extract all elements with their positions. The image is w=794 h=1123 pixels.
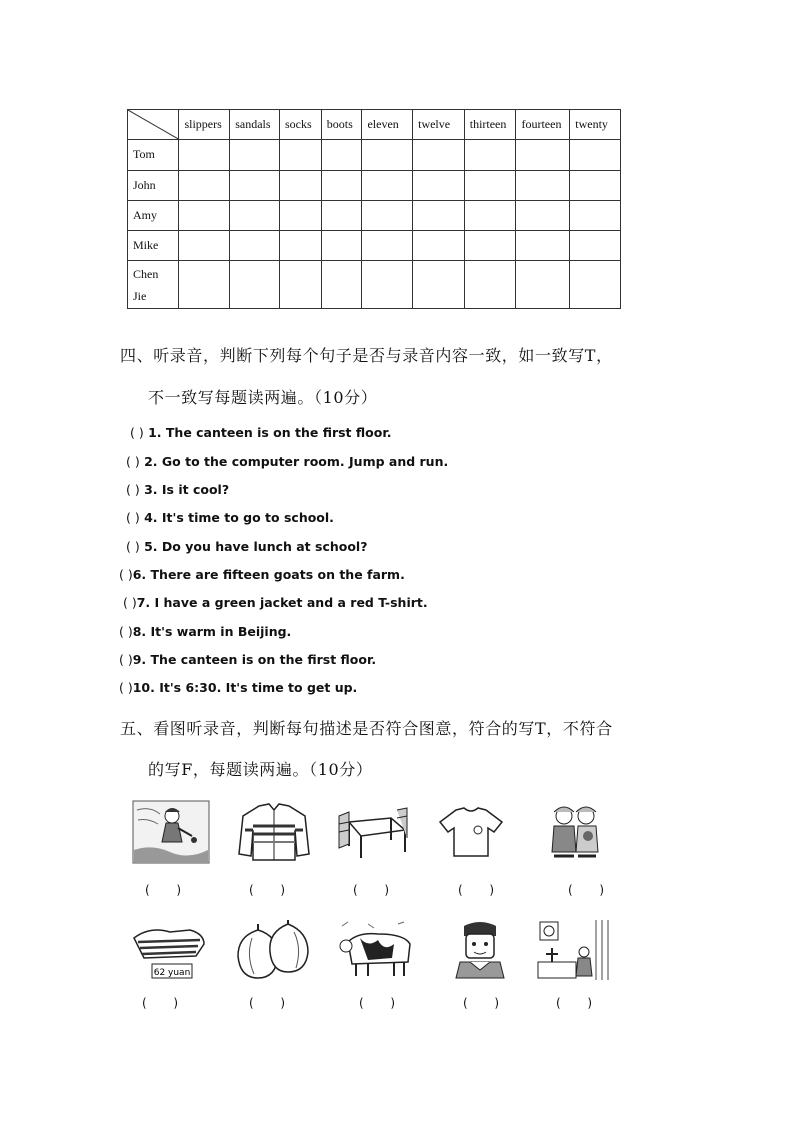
picture-answer-blank[interactable]: ( ): [145, 883, 182, 897]
listening-table: [127, 109, 621, 309]
two-children-picture: [536, 800, 614, 864]
answer-cell[interactable]: [230, 231, 280, 261]
answer-cell[interactable]: [570, 231, 621, 261]
answer-cell[interactable]: [179, 231, 230, 261]
answer-cell[interactable]: [413, 140, 465, 170]
answer-cell[interactable]: [570, 261, 621, 309]
picture-answer-blank[interactable]: ( ): [359, 996, 396, 1010]
column-header: boots: [321, 110, 362, 140]
kitchen-scene-picture: [536, 918, 614, 982]
answer-cell[interactable]: [362, 261, 413, 309]
row-header: Chen Jie: [128, 261, 179, 309]
table-row: [128, 261, 621, 309]
answer-cell[interactable]: [321, 200, 362, 230]
answer-cell[interactable]: [362, 140, 413, 170]
picture-answer-blank[interactable]: ( ): [353, 883, 390, 897]
answer-cell[interactable]: [516, 170, 570, 200]
column-header: twelve: [413, 110, 465, 140]
answer-cell[interactable]: [279, 261, 321, 309]
judgement-item: ( ) 2. Go to the computer room. Jump and run.: [126, 454, 449, 469]
row-header: John: [128, 170, 179, 200]
answer-cell[interactable]: [362, 200, 413, 230]
picture-answer-blank[interactable]: ( ): [556, 996, 593, 1010]
answer-cell[interactable]: [230, 200, 280, 230]
answer-cell[interactable]: [413, 170, 465, 200]
table-row: [128, 170, 621, 200]
answer-cell[interactable]: [413, 231, 465, 261]
answer-cell[interactable]: [464, 231, 516, 261]
diagonal-line: [128, 110, 180, 140]
answer-cell[interactable]: [279, 231, 321, 261]
answer-cell[interactable]: [464, 200, 516, 230]
price-tag: 62 yuan: [153, 968, 191, 978]
section5-heading-line1: 五、看图听录音，判断每句描述是否符合图意，符合的写T，不符合: [120, 719, 613, 738]
table-row: [128, 140, 621, 170]
answer-cell[interactable]: [179, 170, 230, 200]
answer-cell[interactable]: [321, 261, 362, 309]
jacket-picture: [235, 800, 313, 864]
judgement-item: ( )10. It's 6:30. It's time to get up.: [119, 680, 358, 695]
answer-cell[interactable]: [516, 231, 570, 261]
judgement-item: ( ) 4. It's time to go to school.: [126, 510, 334, 525]
answer-cell[interactable]: [516, 200, 570, 230]
answer-cell[interactable]: [230, 170, 280, 200]
answer-cell[interactable]: [362, 231, 413, 261]
column-header: eleven: [362, 110, 413, 140]
row-header: Amy: [128, 200, 179, 230]
answer-cell[interactable]: [516, 140, 570, 170]
judgement-item: ( )6. There are fifteen goats on the farm.: [119, 567, 405, 582]
judgement-item: ( )8. It's warm in Beijing.: [119, 624, 292, 639]
table-row: [128, 200, 621, 230]
column-header: thirteen: [464, 110, 516, 140]
girl-in-wind-picture: [132, 800, 210, 864]
answer-cell[interactable]: [230, 261, 280, 309]
diagonal-corner-cell: [128, 110, 179, 140]
answer-cell[interactable]: [413, 200, 465, 230]
cow-picture: [338, 918, 416, 982]
picture-answer-blank[interactable]: ( ): [249, 883, 286, 897]
answer-cell[interactable]: [570, 140, 621, 170]
row-header: Tom: [128, 140, 179, 170]
picture-answer-blank[interactable]: ( ): [568, 883, 605, 897]
column-header: socks: [279, 110, 321, 140]
answer-cell[interactable]: [321, 140, 362, 170]
section4-heading-line1: 四、听录音，判断下列每个句子是否与录音内容一致，如一致写T，: [120, 346, 613, 365]
sweater-picture: [130, 918, 208, 982]
picture-answer-blank[interactable]: ( ): [249, 996, 286, 1010]
answer-cell[interactable]: [179, 200, 230, 230]
column-header: slippers: [179, 110, 230, 140]
answer-cell[interactable]: [179, 140, 230, 170]
answer-cell[interactable]: [464, 261, 516, 309]
judgement-item: ( ) 1. The canteen is on the first floor.: [130, 425, 392, 440]
table-header-row: [128, 110, 621, 140]
boy-picture: [440, 918, 518, 982]
answer-cell[interactable]: [413, 261, 465, 309]
column-header: twenty: [570, 110, 621, 140]
column-header: sandals: [230, 110, 280, 140]
judgement-item: ( ) 3. Is it cool?: [126, 482, 230, 497]
answer-cell[interactable]: [321, 170, 362, 200]
answer-cell[interactable]: [279, 200, 321, 230]
answer-cell[interactable]: [321, 231, 362, 261]
answer-cell[interactable]: [362, 170, 413, 200]
tshirt-picture: [432, 800, 510, 864]
answer-cell[interactable]: [464, 170, 516, 200]
answer-cell[interactable]: [230, 140, 280, 170]
answer-cell[interactable]: [179, 261, 230, 309]
answer-cell[interactable]: [516, 261, 570, 309]
picture-answer-blank[interactable]: ( ): [142, 996, 179, 1010]
section4-heading-line2: 不一致写每题读两遍。（10分）: [148, 388, 378, 407]
section5-heading-line2: 的写F，每题读两遍。（10分）: [148, 760, 373, 779]
column-header: fourteen: [516, 110, 570, 140]
answer-cell[interactable]: [570, 200, 621, 230]
answer-cell[interactable]: [464, 140, 516, 170]
judgement-item: ( ) 5. Do you have lunch at school?: [126, 539, 368, 554]
table-picture: [335, 800, 413, 864]
two-onions-picture: [232, 918, 310, 982]
answer-cell[interactable]: [279, 170, 321, 200]
judgement-item: ( )9. The canteen is on the first floor.: [119, 652, 377, 667]
answer-cell[interactable]: [279, 140, 321, 170]
picture-answer-blank[interactable]: ( ): [458, 883, 495, 897]
picture-answer-blank[interactable]: ( ): [463, 996, 500, 1010]
answer-cell[interactable]: [570, 170, 621, 200]
table-row: [128, 231, 621, 261]
row-header: Mike: [128, 231, 179, 261]
judgement-item: ( )7. I have a green jacket and a red T-shirt.: [123, 595, 428, 610]
